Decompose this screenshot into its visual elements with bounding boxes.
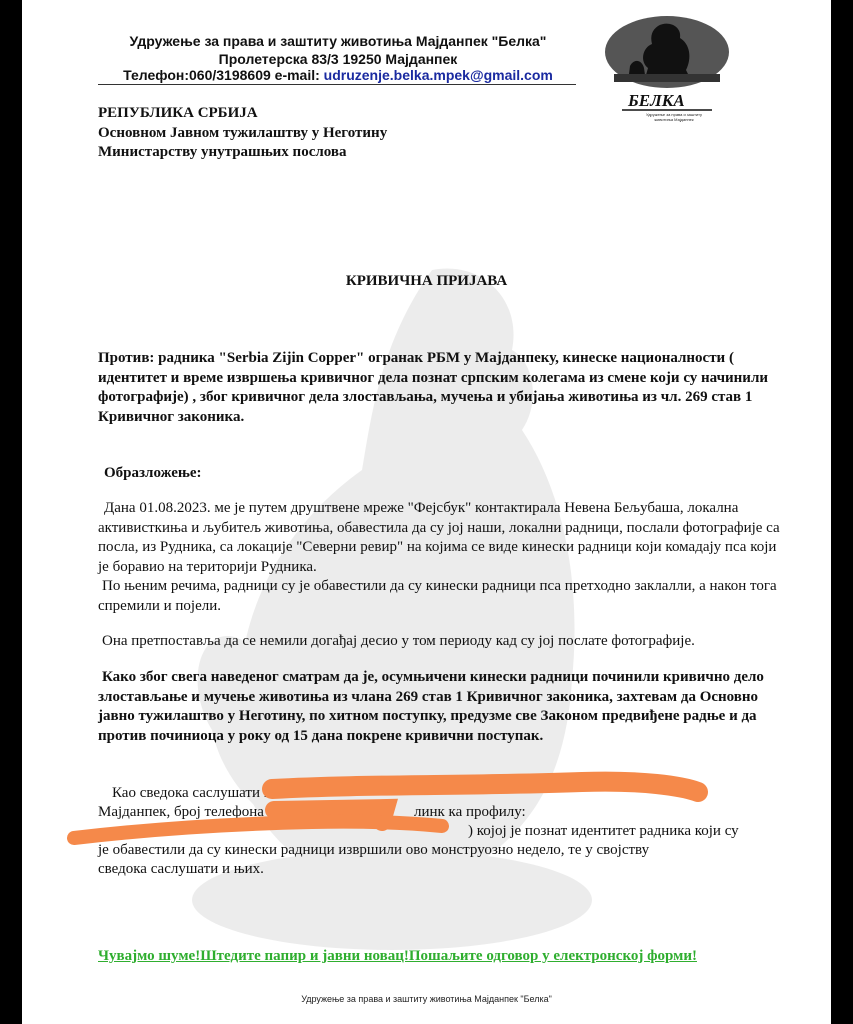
recipient-line: РЕПУБЛИКА СРБИЈА [98,105,258,121]
logo-text: БЕЛКА [628,91,685,110]
body-paragraph-1: Дана 01.08.2023. ме је путем друштвене мреже "Фејсбук" контактирала Невена Бељубаша, локална активисткиња и љубитељ животиња, обавестила да су јој наши, локални радници, послали фотографије са посла, из Рудника, са локације "Северни ревир" на којима се виде кинески радници који комадају пса који је боравио на територији Рудника. [98,500,780,575]
witness-phone-label: Мајданпек, број телефона [98,804,264,820]
document-title: КРИВИЧНА ПРИЈАВА [345,273,508,289]
recipient-line: Основном Јавном тужилаштву у Неготину [98,124,388,141]
demand-paragraph: Како због свега наведеног сматрам да је, осумњичени кинески радници починили кривично дело злостављање и мучење животиња из члана 269 став 1 Кривичног законика, захтевам да Основно јавно тужилаштво у Неготину, по хитном поступку, предузме све Законом предвиђене радње и да против починиоца у року од 15 дана покрене кривични поступак. [98,669,764,744]
redaction-stroke [74,822,442,838]
phone-text: Телефон:060/3198609 e-mail: [123,67,324,83]
belka-logo [600,14,734,126]
against-paragraph: Против: радника "Serbia Zijin Copper" огранак РБМ у Мајданпеку, кинеске националности ( идентитет и време извршења кривичног дела познат српским колегама из смене који су начинили фотографије) , због кривичног дела злостављања, мучења и убијања животиња из чл. 269 став 1 Кривичног законика. [98,350,769,425]
witness-line-1: Као сведока саслушати Н [112,785,275,801]
header-divider [98,84,576,85]
org-address: Пролетерска 83/3 19250 Мајданпек [218,51,458,67]
body-paragraph-2: По њеним речима, радници су је обавестили да су кинески радници пса претходно заклалли, а након тога спремили и појели. [98,578,777,614]
witness-line-4: је обавестили да су кинески радници извршили ово монструозно недело, те у својству [98,842,650,858]
witness-line-5: сведока саслушати и њих. [98,861,264,877]
witness-line-3: ) којој је познат идентитет радника који су [468,823,739,839]
email-link[interactable]: udruzenje.belka.mpek@gmail.com [323,67,553,83]
witness-line-2 [98,803,788,823]
recipient-line: Министарству унутрашњих послова [98,144,347,160]
org-name: Удружење за права и заштиту животиња Мајданпек "Белка" [129,33,547,49]
eco-note: Чувајмо шуме!Штедите папир и јавни новац!Пошаљите одговор у електронској форми! [98,948,697,964]
dog-cat-silhouette-icon [600,14,734,126]
body-paragraph-3: Она претпоставља да се немили догађај десио у том периоду кад су јој послате фотографије. [102,633,695,649]
reasoning-label: Образложење: [104,465,202,481]
document-page [22,0,831,1024]
recipients-block [98,104,387,163]
logo-subtext: Удружење за права и заштиту животиња Мајданпек [645,112,703,122]
org-contact [98,67,578,83]
page-footer: Удружење за права и заштиту животиња Мајданпек "Белка" [301,994,552,1004]
witness-profile-label: линк ка профилу: [413,804,526,820]
